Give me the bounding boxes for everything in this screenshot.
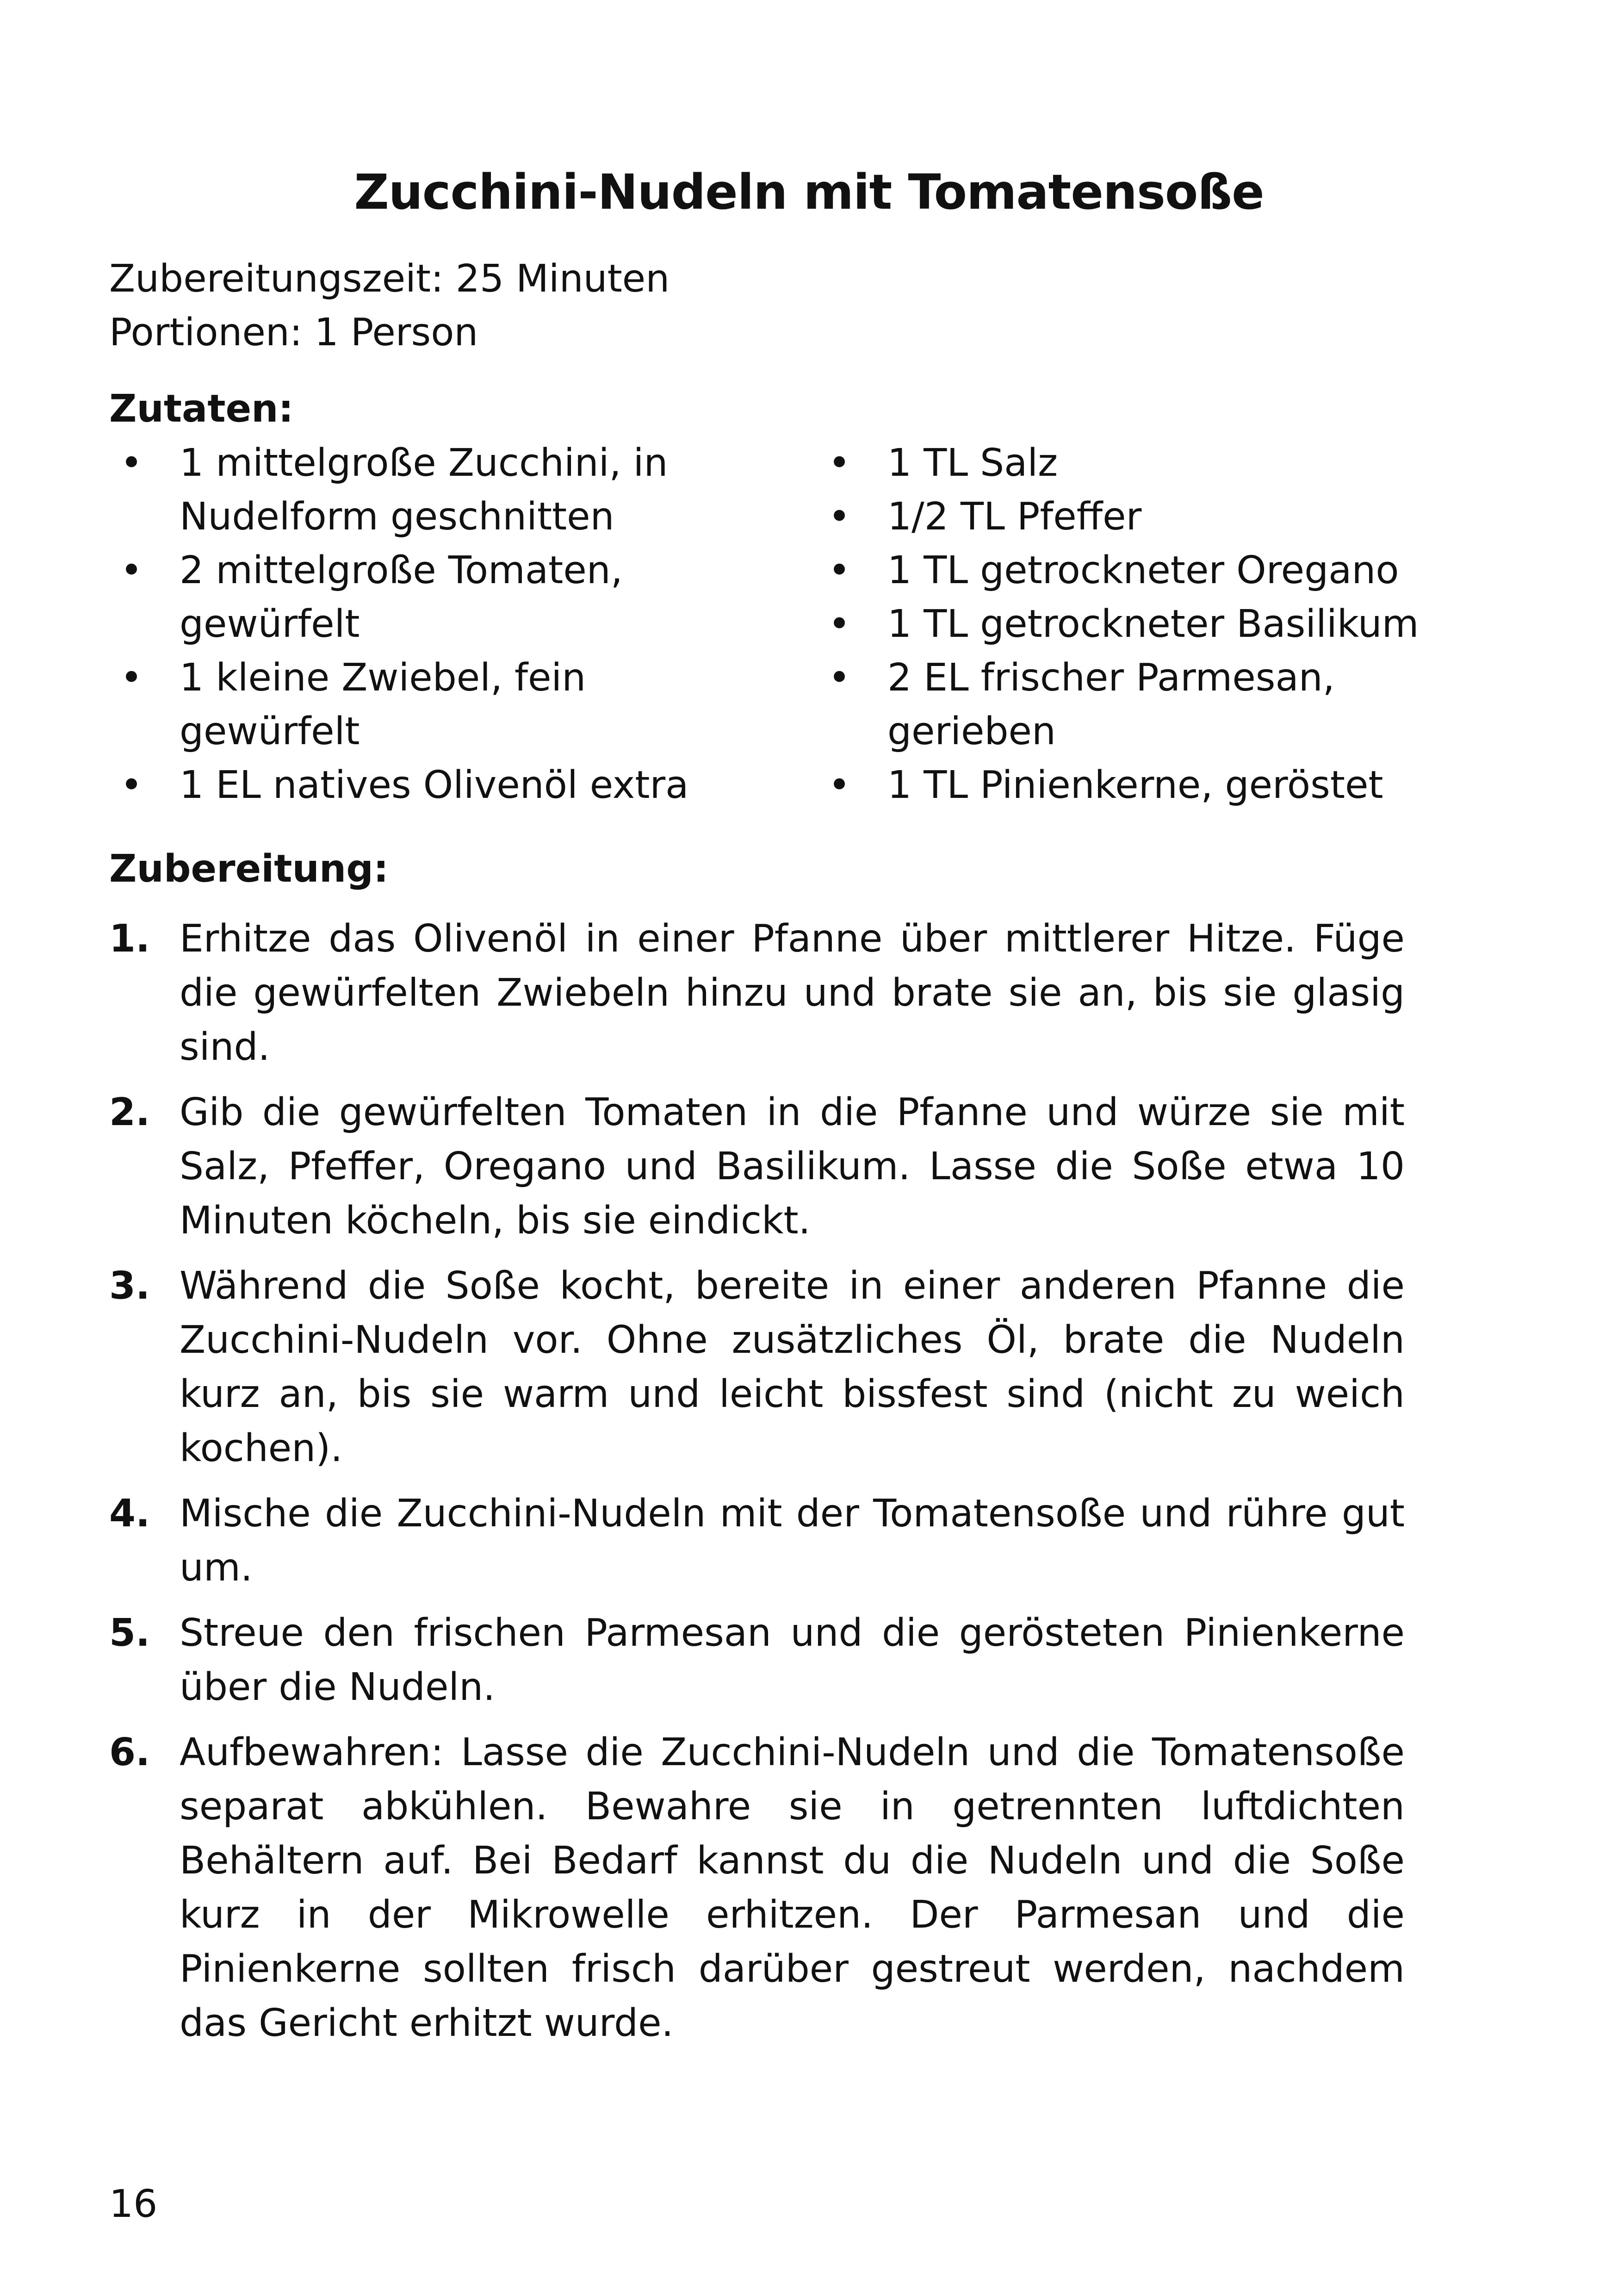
prep-time: Zubereitungszeit: 25 Minuten [109,257,670,301]
ingredient-text: 1/2 TL Pfeffer [887,495,1142,539]
step-text: Aufbewahren: Lasse die Zucchini-Nudeln und die Tomatensoße separat abkühlen. Bewahre sie in getrennten luftdichten Behältern auf. Bei Bedarf kannst du die Nudeln und die Soße kurz in der Mikrowelle erhitzen. Der Parmesan und die Pinienkerne sollten frisch darüber gestreut werden, nachdem das Gericht erhitzt wurde. [180,1730,1405,2045]
bullet-icon: • [120,656,143,700]
bullet-icon: • [120,763,143,807]
ingredient-text: 1 TL getrockneter Basilikum [887,602,1419,646]
step-number: 2. [109,1090,150,1134]
list-item [817,544,1511,597]
servings: Portionen: 1 Person [109,311,478,355]
bullet-icon: • [120,441,143,485]
ingredient-text: 2 mittelgroße Tomaten, gewürfelt [180,548,623,646]
step-text: Erhitze das Olivenöl in einer Pfanne über mittlerer Hitze. Füge die gewürfelten Zwiebeln hinzu und brate sie an, bis sie glasig sind. [180,917,1405,1069]
ingredients-list-left [109,436,711,812]
bullet-icon: • [828,656,851,700]
page-number: 16 [109,2182,158,2226]
bullet-icon: • [828,495,851,539]
list-item [109,1606,1405,1714]
ingredient-text: 1 kleine Zwiebel, fein gewürfelt [180,656,586,753]
ingredient-text: 1 TL getrockneter Oregano [887,548,1399,592]
list-item [109,651,711,759]
step-text: Gib die gewürfelten Tomaten in die Pfanne und würze sie mit Salz, Pfeffer, Oregano und Basilikum. Lasse die Soße etwa 10 Minuten köcheln, bis sie eindickt. [180,1090,1405,1243]
recipe-meta [109,252,670,360]
bullet-icon: • [120,548,143,592]
list-item [109,912,1405,1074]
bullet-icon: • [828,441,851,485]
list-item [817,651,1511,759]
step-number: 5. [109,1611,150,1655]
bullet-icon: • [828,548,851,592]
ingredient-text: 1 EL natives Olivenöl extra [180,763,689,807]
steps-list [109,912,1405,2061]
ingredient-text: 1 TL Salz [887,441,1058,485]
ingredient-text: 1 TL Pinienkerne, geröstet [887,763,1383,807]
bullet-icon: • [828,763,851,807]
step-text: Streue den frischen Parmesan und die gerösteten Pinienkerne über die Nudeln. [180,1611,1405,1709]
list-item [817,436,1511,490]
step-number: 1. [109,917,150,961]
list-item [817,490,1511,544]
step-text: Während die Soße kocht, bereite in einer anderen Pfanne die Zucchini-Nudeln vor. Ohne zusätzliches Öl, brate die Nudeln kurz an, bis sie warm und leicht bissfest sind (nicht zu weich kochen). [180,1264,1405,1470]
ingredient-text: 1 mittelgroße Zucchini, in Nudelform geschnitten [180,441,668,539]
list-item [109,759,711,812]
list-item [109,436,711,544]
ingredients-list-right [817,436,1511,812]
list-item [109,1487,1405,1595]
list-item [109,1085,1405,1248]
ingredient-text: 2 EL frischer Parmesan, gerieben [887,656,1335,753]
step-number: 3. [109,1264,150,1308]
list-item [109,544,711,651]
step-number: 6. [109,1730,150,1774]
list-item [817,759,1511,812]
list-item [109,1259,1405,1475]
ingredients-heading: Zutaten: [109,387,294,431]
list-item [109,1725,1405,2050]
step-number: 4. [109,1492,150,1536]
bullet-icon: • [828,602,851,646]
steps-heading: Zubereitung: [109,847,389,891]
recipe-title: Zucchini-Nudeln mit Tomatensoße [354,164,1264,220]
step-text: Mische die Zucchini-Nudeln mit der Tomatensoße und rühre gut um. [180,1492,1405,1590]
list-item [817,597,1511,651]
